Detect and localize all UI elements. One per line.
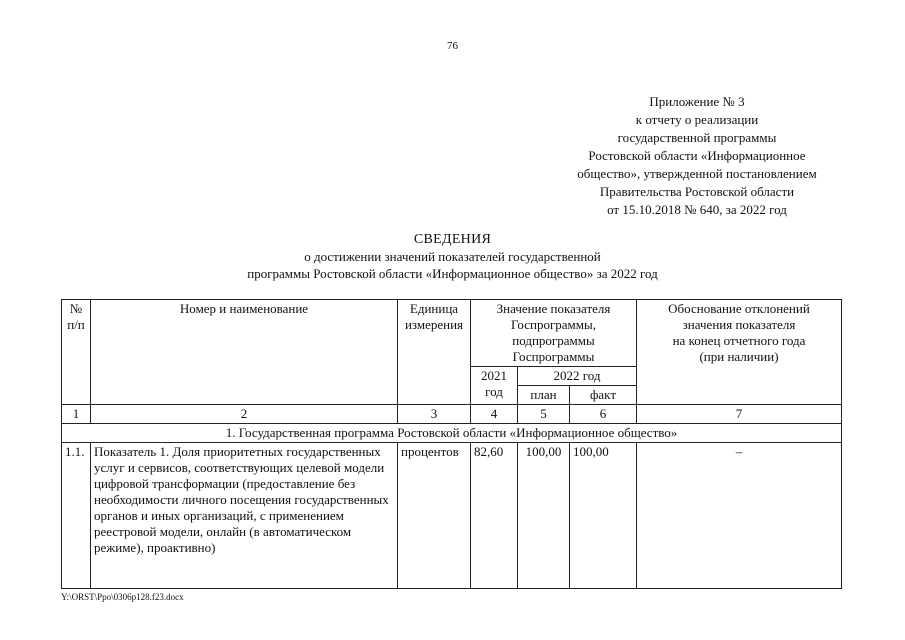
appendix-line: от 15.10.2018 № 640, за 2022 год <box>607 202 787 217</box>
column-number: 6 <box>570 405 637 424</box>
header-year-2021: 2021 год <box>471 367 518 405</box>
row-value-2021: 82,60 <box>471 443 518 589</box>
column-number: 3 <box>398 405 471 424</box>
row-unit: процентов <box>398 443 471 589</box>
header-num: № п/п <box>62 300 91 405</box>
header-plan: план <box>518 386 570 405</box>
page-number: 76 <box>447 40 458 52</box>
row-value-plan: 100,00 <box>518 443 570 589</box>
appendix-line: общество», утвержденной постановлением <box>577 166 817 181</box>
row-justification: – <box>637 443 842 589</box>
document-title <box>0 231 905 282</box>
header-justification: Обоснование отклонений значения показателя на конец отчетного года (при наличии) <box>637 300 842 405</box>
column-number: 7 <box>637 405 842 424</box>
appendix-line: к отчету о реализации <box>635 112 759 127</box>
appendix-block <box>547 93 847 219</box>
section-title: 1. Государственная программа Ростовской области «Информационное общество» <box>62 424 842 443</box>
header-fact: факт <box>570 386 637 405</box>
indicators-table <box>61 299 842 589</box>
section-row <box>62 424 842 443</box>
column-number-row <box>62 405 842 424</box>
header-unit: Единица измерения <box>398 300 471 405</box>
title-line: о достижении значений показателей государственной <box>304 249 601 264</box>
column-number: 2 <box>91 405 398 424</box>
header-name: Номер и наименование <box>91 300 398 405</box>
row-value-fact: 100,00 <box>570 443 637 589</box>
file-path-footer: Y:\ORST\Ppo\0306p128.f23.docx <box>61 592 184 602</box>
row-name: Показатель 1. Доля приоритетных государственных услуг и сервисов, соответствующих целевой модели цифровой трансформации (предоставление без необходимости личного посещения государственных органов и иных организаций, с применением реестровой модели, онлайн (в автоматическом режиме), проактивно) <box>91 443 398 589</box>
title-heading: СВЕДЕНИЯ <box>413 232 492 247</box>
column-number: 1 <box>62 405 91 424</box>
table-row <box>62 443 842 589</box>
appendix-line: Приложение № 3 <box>649 94 745 109</box>
appendix-line: Ростовской области «Информационное <box>588 148 806 163</box>
title-line: программы Ростовской области «Информационное общество» за 2022 год <box>247 266 658 281</box>
appendix-line: Правительства Ростовской области <box>599 184 795 199</box>
column-number: 5 <box>518 405 570 424</box>
header-value: Значение показателя Госпрограммы, подпрограммы Госпрограммы <box>471 300 637 367</box>
row-num: 1.1. <box>62 443 91 589</box>
table-header-row <box>62 300 842 367</box>
appendix-line: государственной программы <box>617 130 777 145</box>
header-year-2022: 2022 год <box>518 367 637 386</box>
column-number: 4 <box>471 405 518 424</box>
